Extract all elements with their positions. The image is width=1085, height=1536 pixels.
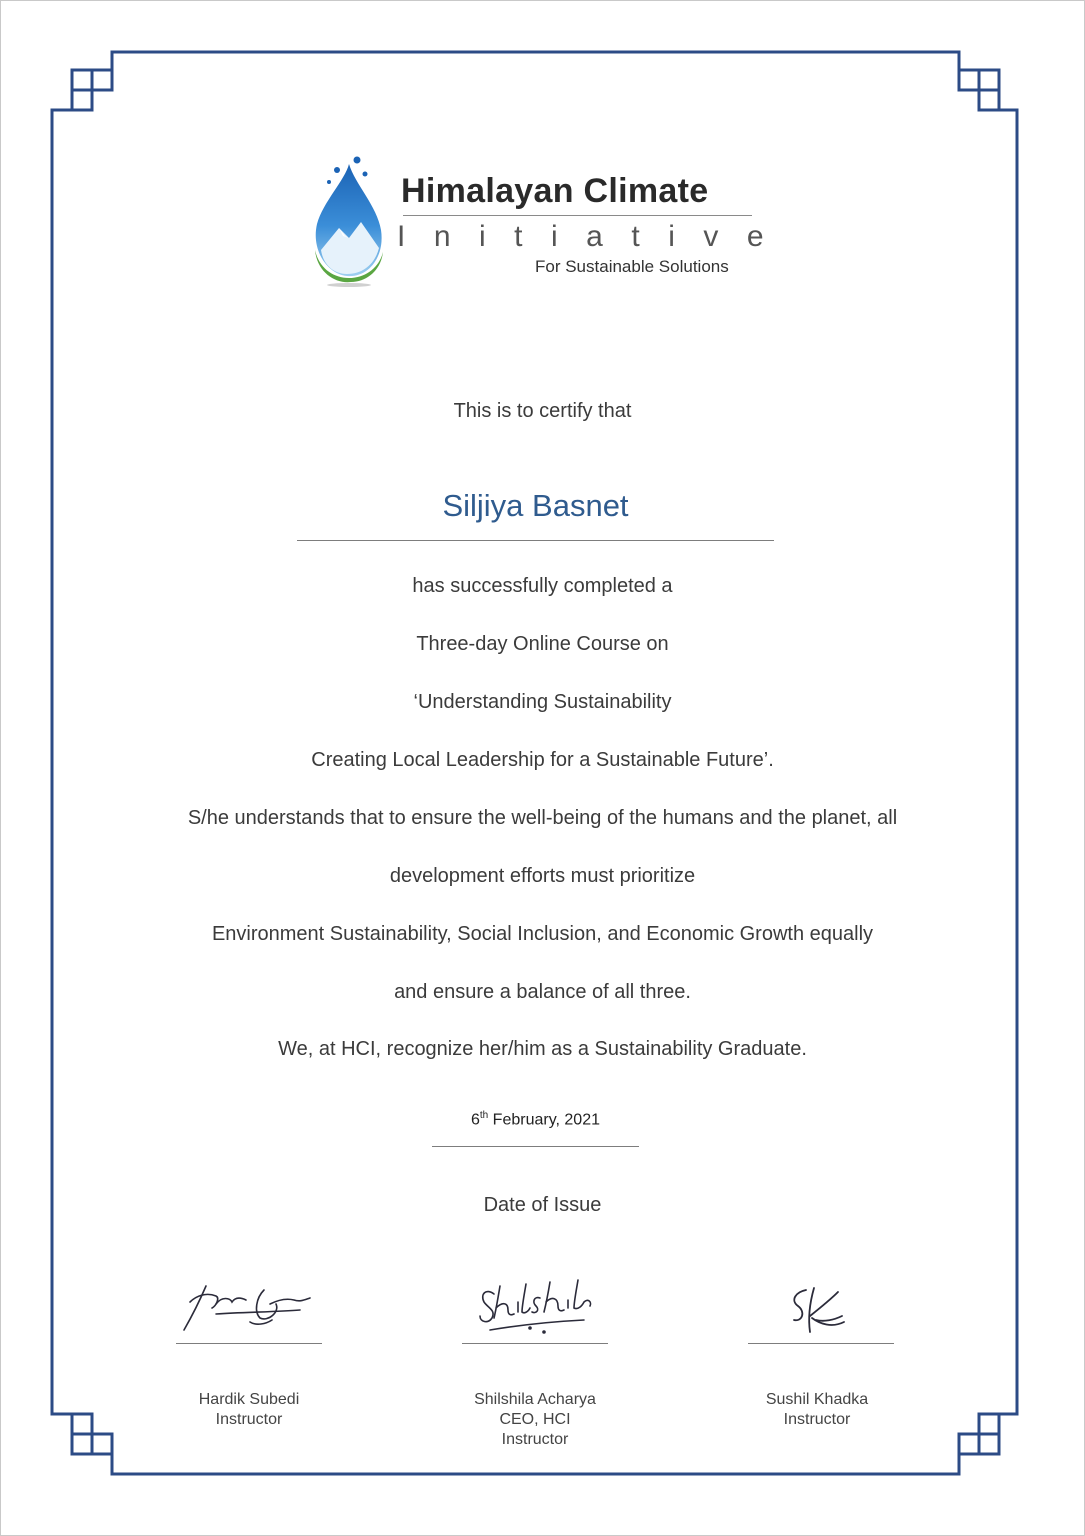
signature-line xyxy=(462,1343,608,1344)
body-line: has successfully completed a xyxy=(412,575,673,597)
signatory-shilshila xyxy=(405,1390,665,1450)
signatory-name: Sushil Khadka xyxy=(765,1391,869,1408)
body-line: We, at HCI, recognize her/him as a Sustainability Graduate. xyxy=(278,1038,807,1060)
logo-tagline: For Sustainable Solutions xyxy=(535,257,729,276)
course-title-line: Creating Local Leadership for a Sustainable Future’. xyxy=(311,749,774,771)
signatory-role: Instructor xyxy=(215,1411,283,1428)
body-line: S/he understands that to ensure the well-being of the humans and the planet, all xyxy=(187,807,898,829)
signatory-sushil xyxy=(687,1390,947,1430)
corner-square-tr xyxy=(979,70,999,90)
body-line: Environment Sustainability, Social Inclusion, and Economic Growth equally xyxy=(211,923,874,945)
signature-sushil xyxy=(780,1282,860,1342)
recipient-name: Siljiya Basnet xyxy=(442,488,629,523)
corner-square-br xyxy=(979,1434,999,1454)
body-line: and ensure a balance of all three. xyxy=(394,981,691,1003)
signature-shilshila xyxy=(474,1272,604,1338)
body-line: Three-day Online Course on xyxy=(416,633,669,655)
signature-line xyxy=(176,1343,322,1344)
date-of-issue-label: Date of Issue xyxy=(483,1194,602,1216)
issue-date-day: 6 xyxy=(470,1111,480,1129)
signatory-hardik xyxy=(119,1390,379,1430)
logo-divider xyxy=(403,215,752,216)
signatory-role-secondary: Instructor xyxy=(501,1431,569,1448)
water-drop-mountain-icon xyxy=(305,152,395,287)
course-title-line: ‘Understanding Sustainability xyxy=(413,691,672,713)
signature-line xyxy=(748,1343,894,1344)
issue-date-suffix: th xyxy=(479,1110,489,1121)
issue-date-rest: February, 2021 xyxy=(488,1111,600,1129)
body-line: development efforts must prioritize xyxy=(389,865,696,887)
certify-intro: This is to certify that xyxy=(453,400,632,422)
issue-date xyxy=(432,1110,639,1129)
date-underline xyxy=(432,1146,639,1147)
corner-square-bl xyxy=(72,1434,92,1454)
signatory-name: Hardik Subedi xyxy=(198,1391,300,1408)
corner-square-tl xyxy=(72,70,92,90)
logo-subtitle: Initiative xyxy=(397,220,793,253)
signature-hardik xyxy=(176,1278,326,1338)
signatory-role: Instructor xyxy=(783,1411,851,1428)
logo-title: Himalayan Climate xyxy=(401,172,709,210)
signatory-name: Shilshila Acharya xyxy=(474,1391,596,1408)
organization-logo xyxy=(305,152,793,287)
signatory-role: CEO, HCI xyxy=(499,1411,571,1428)
recipient-underline xyxy=(297,540,774,541)
